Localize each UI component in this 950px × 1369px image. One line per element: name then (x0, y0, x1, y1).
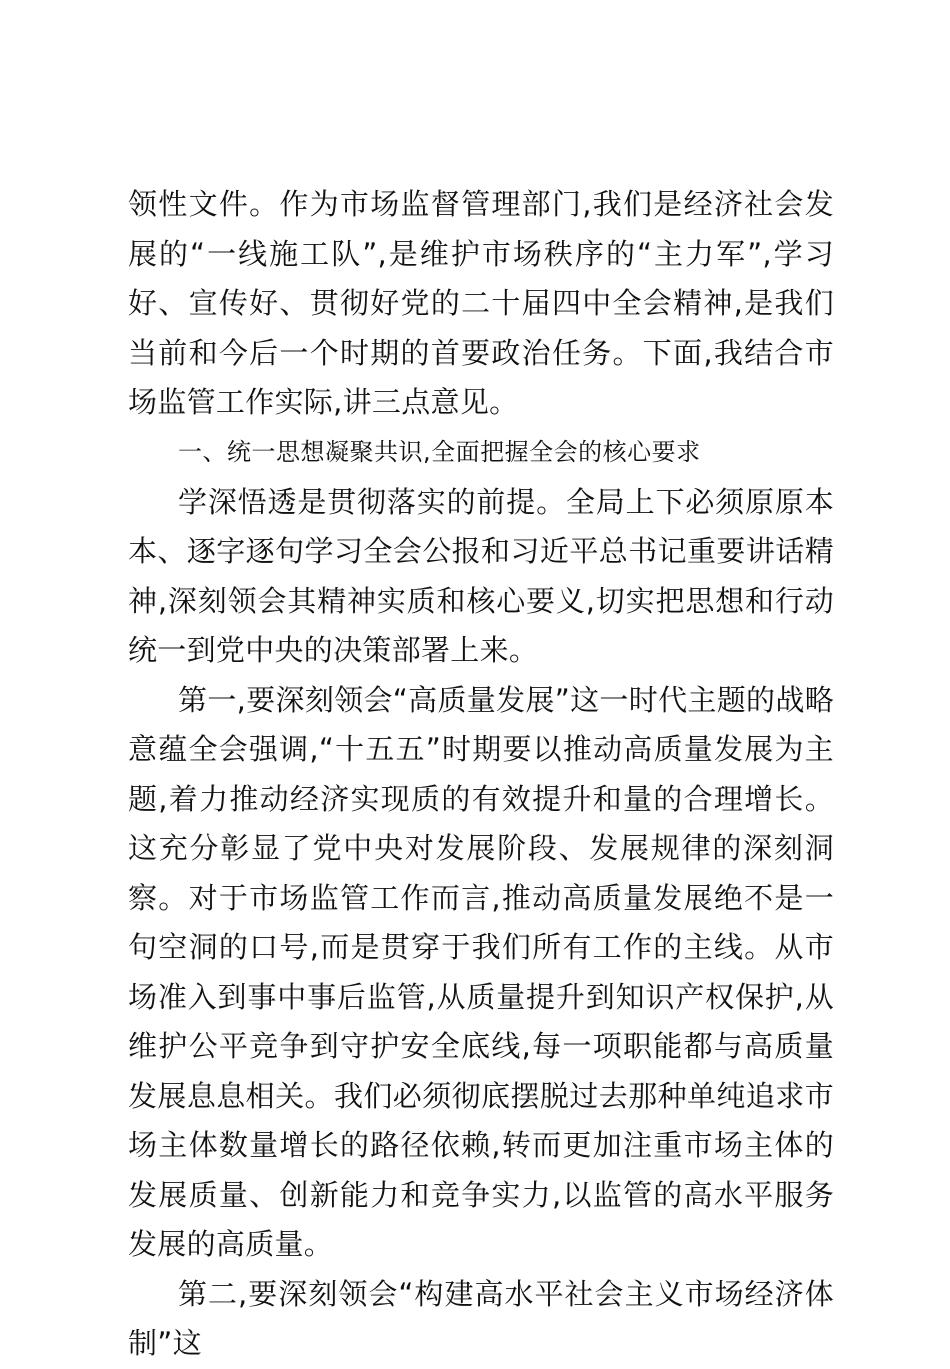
paragraph-study-premise: 学深悟透是贯彻落实的前提。全局上下必须原原本本、逐字逐句学习全会公报和习近平总书记重要讲话精神,深刻领会其精神实质和核心要义,切实把思想和行动统一到党中央的决策部署上来。 (128, 484, 834, 667)
paragraph-intro-continuation: 领性文件。作为市场监督管理部门,我们是经济社会发展的“一线施工队”,是维护市场秩序的“主力军”,学习好、宣传好、贯彻好党的二十届四中全会精神,是我们当前和今后一个时期的首要政治任务。下面,我结合市场监管工作实际,讲三点意见。 (128, 187, 834, 419)
paragraph-point-one: 第一,要深刻领会“高质量发展”这一时代主题的战略意蕴全会强调,“十五五”时期要以推动高质量发展为主题,着力推动经济实现质的有效提升和量的合理增长。这充分彰显了党中央对发展阶段、发展规律的深刻洞察。对于市场监管工作而言,推动高质量发展绝不是一句空洞的口号,而是贯穿于我们所有工作的主线。从市场准入到事中事后监管,从质量提升到知识产权保护,从维护公平竞争到守护安全底线,每一项职能都与高质量发展息息相关。我们必须彻底摆脱过去那种单纯追求市场主体数量增长的路径依赖,转而更加注重市场主体的发展质量、创新能力和竞争实力,以监管的高水平服务发展的高质量。 (128, 682, 834, 1261)
document-body (128, 180, 834, 1369)
section-heading-one: 一、统一思想凝聚共识,全面把握全会的核心要求 (178, 437, 701, 466)
paragraph-point-two: 第二,要深刻领会“构建高水平社会主义市场经济体制”这 (128, 1276, 834, 1360)
